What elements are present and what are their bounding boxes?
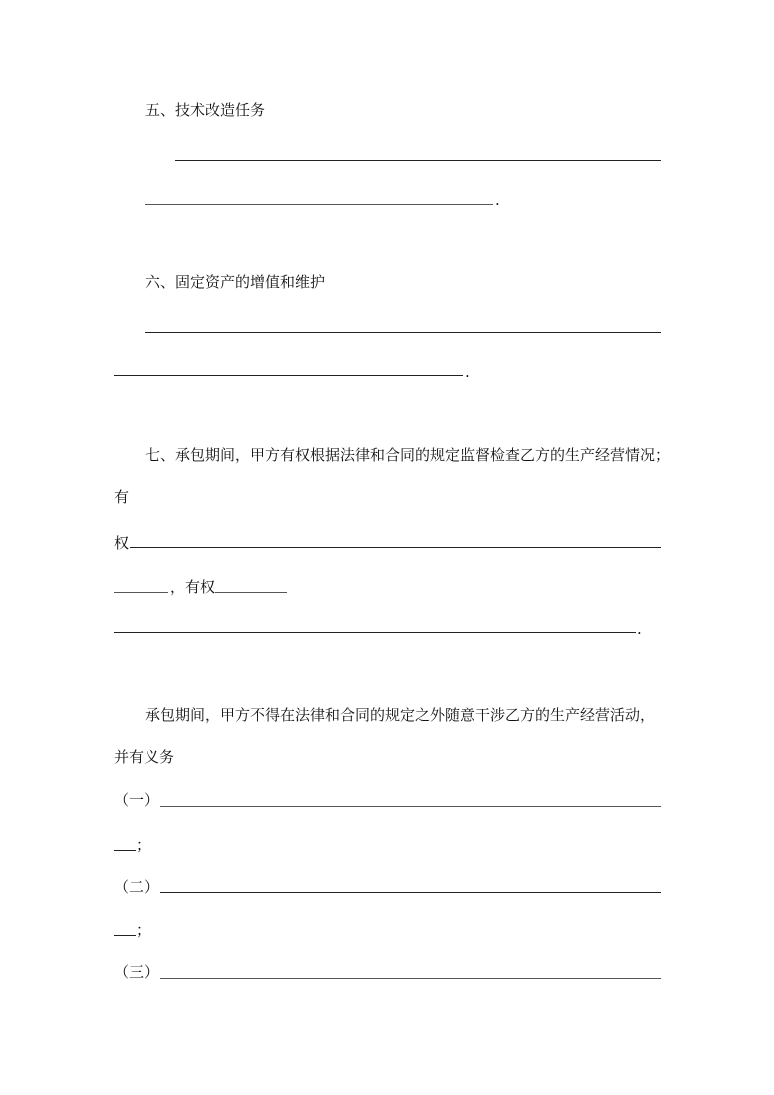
section5-blank-line-2 <box>145 204 493 205</box>
obligation-item-2-blank-line <box>160 892 661 893</box>
obligation-item-2-continuation-line <box>114 935 136 936</box>
section7-paragraph-line-2: 有 <box>114 488 130 506</box>
section6-blank-line-1 <box>145 332 661 333</box>
obligation-item-2-end-mark: ； <box>136 921 152 939</box>
section5-blank-line-1 <box>175 160 661 161</box>
obligation-item-1-end-mark: ； <box>136 836 152 854</box>
section7-right1-blank-line <box>130 547 661 548</box>
section6-end-mark: . <box>465 363 470 381</box>
obligation-item-2-label: （二） <box>114 878 160 896</box>
section7-blank-line-final <box>114 632 636 633</box>
section7-short-blank-line <box>114 592 168 593</box>
obligations-paragraph-line-1: 承包期间，甲方不得在法律和合同的规定之外随意干涉乙方的生产经营活动， <box>145 706 656 724</box>
obligations-paragraph-line-2: 并有义务 <box>114 748 175 766</box>
section6-heading: 六、固定资产的增值和维护 <box>145 273 326 291</box>
obligation-item-3-label: （三） <box>114 963 160 981</box>
obligation-item-1-continuation-line <box>114 850 136 851</box>
section7-right2-label: ，有权 <box>170 578 216 596</box>
section6-blank-line-2 <box>114 375 463 376</box>
section7-right1-prefix: 权 <box>114 534 130 552</box>
section5-end-mark: . <box>495 191 500 209</box>
section5-heading: 五、技术改造任务 <box>145 101 266 119</box>
section7-paragraph-line-1: 七、承包期间，甲方有权根据法律和合同的规定监督检查乙方的生产经营情况； <box>145 446 671 464</box>
obligation-item-1-label: （一） <box>114 791 160 809</box>
obligation-item-3-blank-line <box>160 978 661 979</box>
obligation-item-1-blank-line <box>160 806 661 807</box>
section7-end-mark: . <box>637 620 642 638</box>
section7-right2-blank-line <box>215 592 287 593</box>
